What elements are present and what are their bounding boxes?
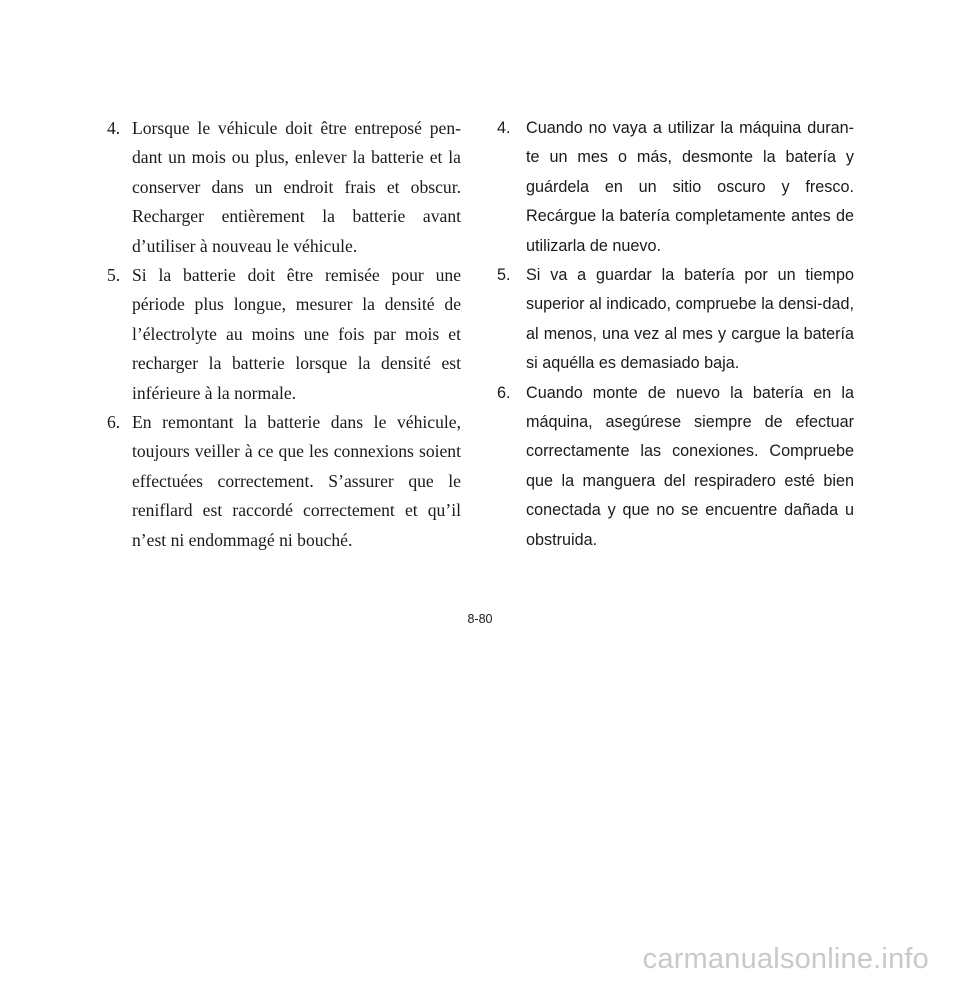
item-text: En remontant la batterie dans le véhicule, toujours veiller à ce que les connexions soient effectuées correctement. S’assurer que le reniflard est raccordé correctement et qu’il n’est ni endommagé ni bouché. (132, 412, 461, 550)
page-number: 8-80 (467, 612, 493, 626)
french-instructions-list (107, 114, 461, 555)
item-text: Si va a guardar la batería por un tiempo superior al indicado, compruebe la densi-dad, al menos, una vez al mes y cargue la batería si aquélla es demasiado baja. (526, 266, 854, 373)
item-text: Lorsque le véhicule doit être entreposé pen-dant un mois ou plus, enlever la batterie et la conserver dans un endroit frais et obscur. Recharger entièrement la batterie avant d’utiliser à nouveau le véhicule. (132, 118, 461, 256)
item-number: 6. (107, 412, 121, 433)
list-item (497, 379, 854, 555)
list-item (497, 261, 854, 379)
item-text: Cuando no vaya a utilizar la máquina duran-te un mes o más, desmonte la batería y guárdela en un sitio oscuro y fresco. Recárgue la batería completamente antes de utilizarla de nuevo. (526, 119, 854, 255)
item-text: Cuando monte de nuevo la batería en la máquina, asegúrese siempre de efectuar correctamente las conexiones. Compruebe que la manguera del respiradero esté bien conectada y que no se encuentre dañada u obstruida. (526, 383, 854, 549)
list-item (107, 408, 461, 555)
item-number: 4. (497, 119, 511, 137)
list-item (107, 261, 461, 408)
list-item (107, 114, 461, 261)
spanish-instructions-list (497, 114, 854, 555)
list-item (497, 114, 854, 261)
site-watermark: carmanualsonline.info (642, 943, 929, 975)
item-text: Si la batterie doit être remisée pour une période plus longue, mesurer la densité de l’électrolyte au moins une fois par mois et recharger la batterie lorsque la densité est inférieure à la normale. (132, 265, 461, 403)
item-number: 6. (497, 383, 511, 402)
item-number: 5. (107, 265, 121, 286)
item-number: 4. (107, 118, 121, 138)
item-number: 5. (497, 266, 511, 285)
